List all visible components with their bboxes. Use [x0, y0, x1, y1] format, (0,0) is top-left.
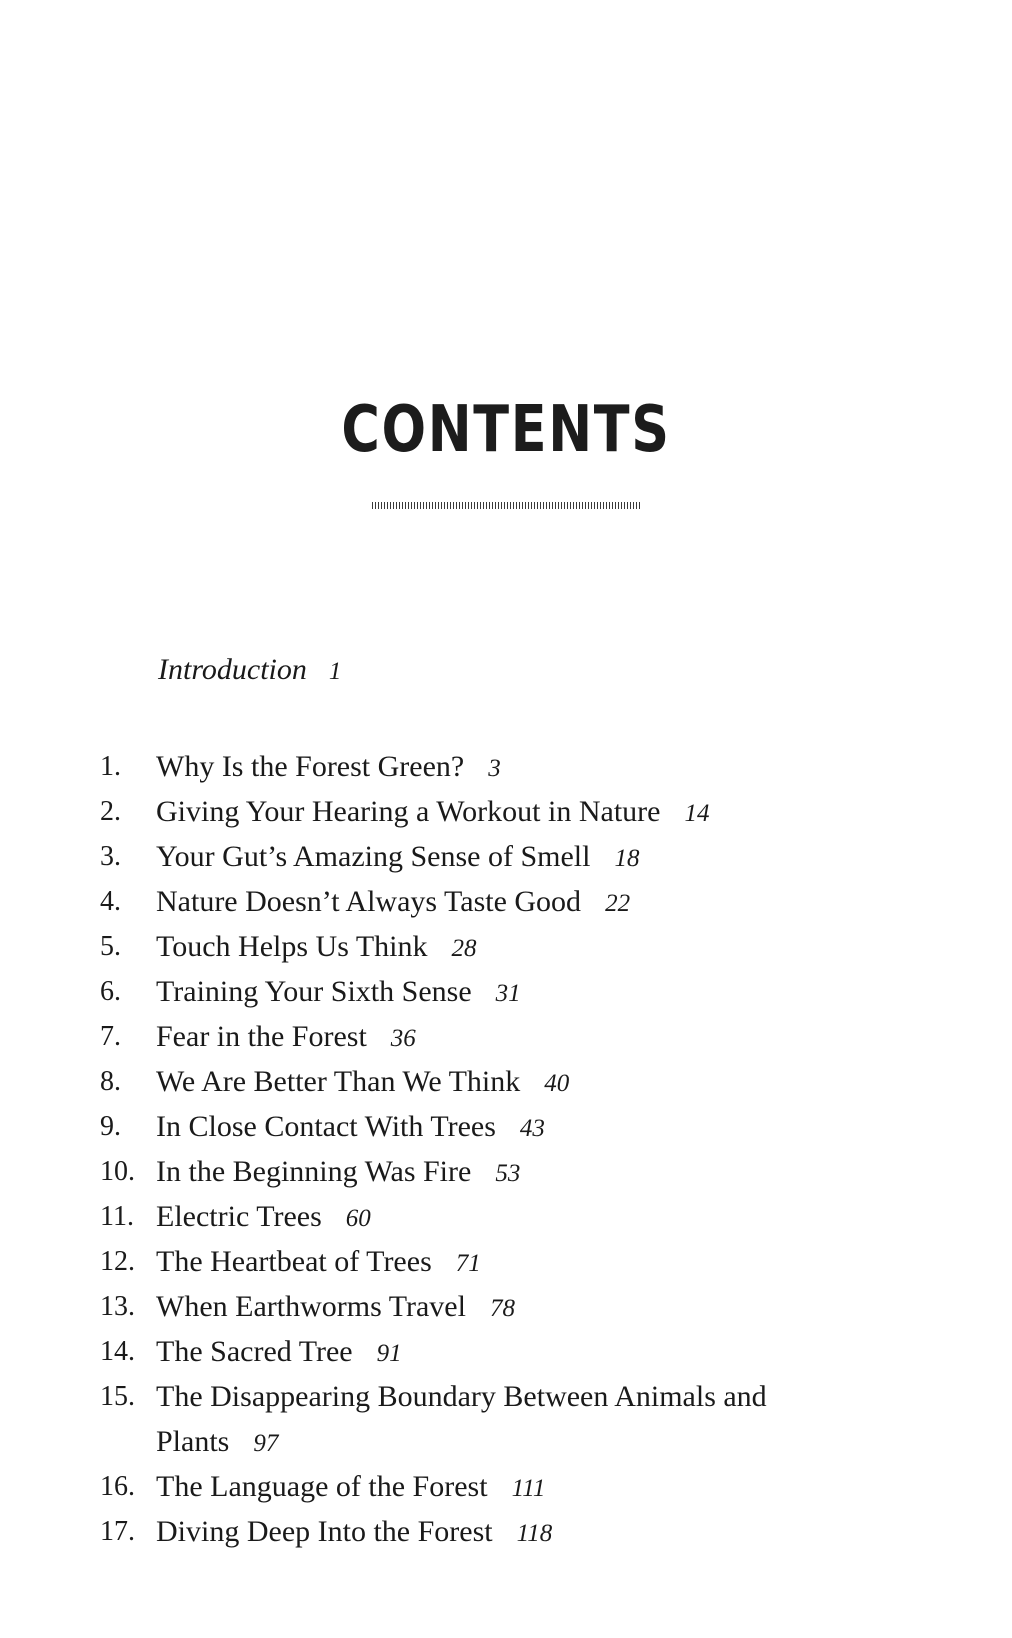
- toc-introduction[interactable]: [158, 655, 341, 685]
- toc-entry[interactable]: [0, 1239, 1012, 1284]
- decorative-rule: [372, 502, 642, 509]
- chapter-title: Training Your Sixth Sense: [156, 975, 472, 1008]
- chapter-number: 13.: [100, 1291, 135, 1322]
- chapter-page: 31: [495, 980, 521, 1007]
- page-title: CONTENTS: [341, 393, 671, 467]
- toc-entry[interactable]: [0, 1509, 1012, 1554]
- chapter-number: 2.: [100, 796, 121, 827]
- toc-list: [0, 744, 1012, 1554]
- toc-entry[interactable]: [0, 969, 1012, 1014]
- chapter-page: 14: [684, 800, 710, 827]
- toc-entry[interactable]: [0, 834, 1012, 879]
- chapter-title: Electric Trees: [156, 1200, 322, 1233]
- chapter-page: 28: [451, 935, 477, 962]
- chapter-number: 7.: [100, 1021, 121, 1052]
- chapter-page: 22: [605, 890, 631, 917]
- chapter-page: 40: [544, 1070, 570, 1097]
- toc-entry[interactable]: [0, 1464, 1012, 1509]
- toc-entry[interactable]: [0, 1374, 1012, 1464]
- chapter-title: Touch Helps Us Think: [156, 930, 428, 963]
- chapter-title: In the Beginning Was Fire: [156, 1155, 472, 1188]
- toc-entry[interactable]: [0, 1014, 1012, 1059]
- chapter-title: In Close Contact With Trees: [156, 1110, 496, 1143]
- chapter-title: The Disappearing Boundary Between Animals and Plants: [156, 1380, 767, 1458]
- chapter-title: Why Is the Forest Green?: [156, 750, 465, 783]
- chapter-number: 3.: [100, 841, 121, 872]
- toc-entry[interactable]: [0, 924, 1012, 969]
- chapter-title: Your Gut’s Amazing Sense of Smell: [156, 840, 591, 873]
- chapter-title: Giving Your Hearing a Workout in Nature: [156, 795, 661, 828]
- chapter-number: 12.: [100, 1246, 135, 1277]
- chapter-page: 97: [253, 1430, 279, 1457]
- chapter-title: The Heartbeat of Trees: [156, 1245, 432, 1278]
- chapter-page: 91: [376, 1340, 402, 1367]
- toc-entry[interactable]: [0, 1329, 1012, 1374]
- toc-introduction-title: Introduction: [158, 653, 307, 686]
- chapter-number: 10.: [100, 1156, 135, 1187]
- chapter-title: Fear in the Forest: [156, 1020, 367, 1053]
- toc-entry[interactable]: [0, 789, 1012, 834]
- chapter-title: Diving Deep Into the Forest: [156, 1515, 493, 1548]
- chapter-number: 17.: [100, 1516, 135, 1547]
- toc-entry[interactable]: [0, 1194, 1012, 1239]
- chapter-title: We Are Better Than We Think: [156, 1065, 521, 1098]
- chapter-page: 36: [390, 1025, 416, 1052]
- toc-entry[interactable]: [0, 1149, 1012, 1194]
- chapter-number: 1.: [100, 751, 121, 782]
- chapter-number: 4.: [100, 886, 121, 917]
- chapter-number: 15.: [100, 1381, 135, 1412]
- chapter-page: 53: [495, 1160, 521, 1187]
- chapter-number: 6.: [100, 976, 121, 1007]
- chapter-title: When Earthworms Travel: [156, 1290, 466, 1323]
- chapter-number: 14.: [100, 1336, 135, 1367]
- chapter-title: The Sacred Tree: [156, 1335, 353, 1368]
- chapter-page: 3: [488, 755, 501, 782]
- chapter-page: 118: [516, 1520, 553, 1547]
- chapter-number: 16.: [100, 1471, 135, 1502]
- chapter-number: 11.: [100, 1201, 134, 1232]
- chapter-title: Nature Doesn’t Always Taste Good: [156, 885, 582, 918]
- toc-entry[interactable]: [0, 1104, 1012, 1149]
- chapter-number: 5.: [100, 931, 121, 962]
- chapter-page: 60: [345, 1205, 371, 1232]
- toc-entry[interactable]: [0, 879, 1012, 924]
- chapter-page: 78: [489, 1295, 515, 1322]
- toc-entry[interactable]: [0, 744, 1012, 789]
- chapter-page: 18: [614, 845, 640, 872]
- chapter-number: 9.: [100, 1111, 121, 1142]
- chapter-title: The Language of the Forest: [156, 1470, 488, 1503]
- chapter-page: 43: [519, 1115, 545, 1142]
- chapter-page: 111: [511, 1475, 546, 1502]
- toc-introduction-page: 1: [328, 658, 342, 685]
- chapter-number: 8.: [100, 1066, 121, 1097]
- toc-entry[interactable]: [0, 1284, 1012, 1329]
- chapter-page: 71: [455, 1250, 481, 1277]
- toc-entry[interactable]: [0, 1059, 1012, 1104]
